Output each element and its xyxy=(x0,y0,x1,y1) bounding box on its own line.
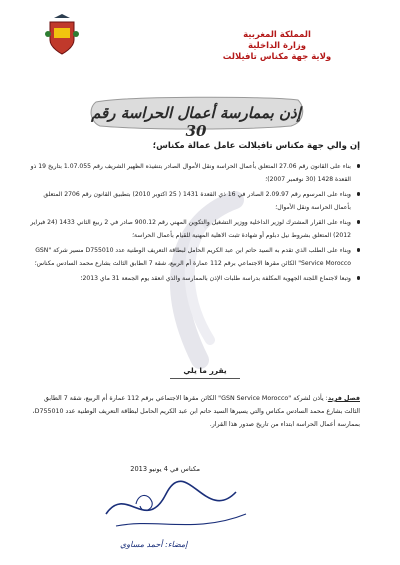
bullet-icon xyxy=(357,220,361,224)
preamble: إن والي جهة مكناس تافيلالت عامل عمالة مكناس؛ xyxy=(152,141,360,151)
chapter-text: : يأذن لشركة "GSN Service Morocco" الكائن مقرها الاجتماعي برقم 112 عمارة أم الربيع، شقة 7 الطابق الثالث بشارع محمد السادس مكناس والتي يسيرها السيد حاتم ابن عبد الكريم الحامل لبطاقة التعريف الوطنية عدد D755010، بممارسة أعمال الحراسة ابتداء من تاريخ صدور هذا القرار. xyxy=(32,395,360,428)
clause-text: وتبعا لاجتماع اللجنة الجهوية المكلفة بدراسة طلبات الإذن بالممارسة والذي انعقد يوم الجمعة 31 ماي 2013؛ xyxy=(80,275,351,282)
bullet-icon xyxy=(357,164,361,168)
clause-text: وبناء على المرسوم رقم 2.09.97 الصادر في 16 ذي القعدة 1431 ( 25 اكتوبر 2010) بتطبيق القانون رقم 2706 المتعلق بأعمال الحراسة ونقل الأموال؛ xyxy=(43,191,351,211)
single-chapter xyxy=(30,392,360,431)
dateline: مكناس في 4 يونيو 2013 xyxy=(130,465,200,473)
clause-text: وبناء على القرار المشترك لوزير الداخلية ووزير التشغيل والتكوين المهني رقم 900.12 صادر في 2 ربيع الثاني 1433 (24 فبراير 2012) المتعلق بشروط نيل دبلوم أو شهادة تثبت الاهلية المهنية للقيام بأعمال الحراسة؛ xyxy=(30,219,351,239)
clause-item xyxy=(30,272,360,285)
header-line-3: ولاية جهة مكناس تافيلالت xyxy=(222,52,332,62)
bullet-icon xyxy=(357,192,361,196)
clauses-list xyxy=(30,160,360,287)
coat-of-arms-emblem xyxy=(44,12,80,56)
chapter-label: فصل فريد xyxy=(327,395,360,402)
clause-text: وبناء على الطلب الذي تقدم به السيد حاتم ابن عبد الكريم الحامل لبطاقة التعريف الوطنية عدد D755010 مسير شركة "GSN Service Morocco" الكائن مقرها الاجتماعي برقم 112 عمارة أم الربيع، شقة 7 الطابق الثالث بشارع محمد السادس مكناس؛ xyxy=(34,247,351,267)
bullet-icon xyxy=(357,276,361,280)
header-line-2: وزارة الداخلية xyxy=(247,41,307,51)
clause-text: بناء على القانون رقم 27.06 المتعلق بأعمال الحراسة ونقل الأموال الصادر بتنفيذه الظهير الشريف رقم 1.07.055 بتاريخ 19 ذو القعدة 1428 (30 نوفمبر 2007)؛ xyxy=(30,163,351,183)
clause-item xyxy=(30,188,360,214)
signature-label: إمضاء: أحمد مساوي xyxy=(120,540,188,549)
decides-heading: يقرر ما يلي xyxy=(183,366,227,375)
signature-drawing xyxy=(96,474,256,550)
header-line-1: المملكة المغربية xyxy=(243,30,311,40)
header-block xyxy=(212,30,342,63)
clause-item xyxy=(30,216,360,242)
clause-item xyxy=(30,160,360,186)
heading-divider xyxy=(170,378,240,379)
bullet-icon xyxy=(357,248,361,252)
document-title: إذن بممارسة أعمال الحراسة رقم 30 xyxy=(91,104,301,140)
clause-item xyxy=(30,244,360,270)
